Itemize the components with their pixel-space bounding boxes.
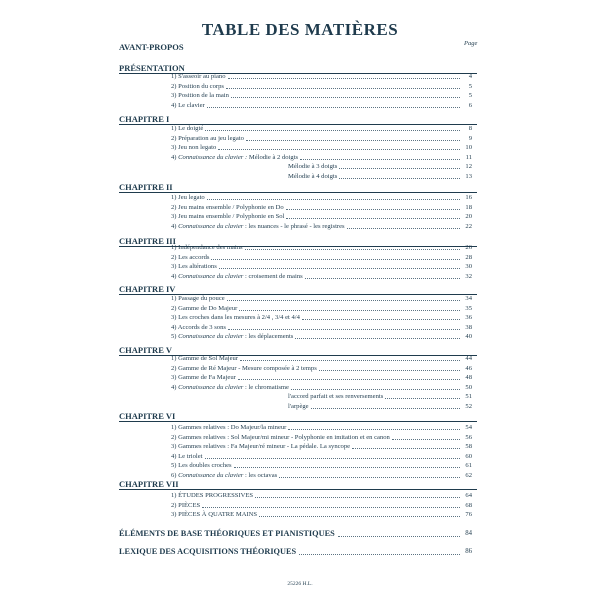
avant-propos-heading: AVANT-PROPOS (119, 42, 184, 52)
entry-page-number: 26 (465, 244, 472, 251)
entry-text (171, 262, 217, 271)
back-matter-title: LEXIQUE DES ACQUISITIONS THÉORIQUES (119, 547, 297, 556)
entry-page-number: 46 (465, 364, 472, 372)
entry-text (171, 72, 226, 81)
toc-entry (171, 423, 472, 432)
entry-page-number: 8 (468, 125, 472, 132)
leader-dots (202, 507, 460, 508)
leader-dots (288, 429, 460, 430)
toc-entry (171, 143, 472, 152)
entry-title: Gamme de Sol Majeur (178, 355, 239, 362)
entry-text (171, 193, 205, 202)
entry-page-number: 48 (465, 374, 472, 381)
entry-number: 3) (171, 443, 179, 450)
section-heading: CHAPITRE III (119, 236, 176, 246)
page-title: TABLE DES MATIÈRES (201, 20, 399, 39)
entry-page-number: 18 (465, 203, 472, 211)
leader-dots (291, 389, 460, 390)
entry-title: : les nuances - le phrasé - les registres (245, 222, 345, 230)
entry-number: 1) (171, 355, 179, 362)
entry-text (171, 433, 390, 442)
toc-entry (171, 294, 472, 303)
entry-title: Gamme de Fa Majeur (178, 374, 236, 381)
toc-entry (288, 402, 472, 411)
toc-entry (288, 172, 472, 181)
entry-page-number: 5 (468, 82, 472, 90)
toc-entry (171, 491, 472, 500)
entry-title: PIÈCES À QUATRE MAINS (178, 511, 258, 518)
toc-entry (171, 461, 472, 470)
entry-number: 3) (171, 92, 179, 99)
entry-page-number: 68 (465, 501, 472, 509)
entry-number: 1) (171, 244, 179, 251)
entry-text (288, 172, 337, 181)
entry-number: 3) (171, 314, 179, 321)
entry-text (171, 491, 253, 500)
entry-title: Position de la main (178, 92, 229, 99)
entry-number: 2) (171, 203, 179, 211)
section-rule (119, 421, 477, 422)
entry-title: Les accords (178, 253, 210, 261)
entry-number: 2) (171, 304, 179, 312)
entry-title: l'arpège (288, 402, 309, 410)
entry-number: 6) (171, 471, 179, 479)
entry-title: Gammes relatives : Sol Majeur/mi mineur - Polyphonie en imitation et en canon (178, 433, 390, 441)
leader-dots (205, 130, 460, 131)
entry-title: Indépendance des mains (178, 244, 243, 251)
entry-title: Jeu non legato (178, 144, 217, 151)
toc-entry (171, 471, 472, 480)
entry-text (171, 452, 203, 461)
entry-page-number: 28 (465, 253, 472, 261)
leader-dots (311, 408, 460, 409)
entry-page-number: 64 (465, 492, 472, 499)
toc-entry (171, 72, 472, 81)
entry-page-number: 6 (468, 101, 472, 109)
toc-entry (171, 304, 472, 313)
leader-dots (299, 554, 460, 555)
entry-number: 4) (171, 272, 179, 280)
entry-number: 1) (171, 125, 179, 132)
entry-number: 2) (171, 82, 179, 90)
entry-page-number: 5 (468, 92, 472, 99)
entry-number: 4) (171, 323, 178, 331)
entry-text (171, 313, 300, 322)
entry-title: Mélodie à 3 doigts (288, 163, 338, 170)
entry-text (171, 423, 286, 432)
toc-entry (171, 313, 472, 322)
back-matter-entry (119, 528, 472, 539)
toc-entry (171, 262, 472, 271)
entry-number: 4) (171, 153, 179, 161)
back-matter-title: ÉLÉMENTS DE BASE THÉORIQUES ET PIANISTIQUES (119, 529, 335, 538)
back-matter-entry (119, 546, 472, 557)
entry-page-number: 30 (465, 263, 472, 270)
entry-page-number: 44 (465, 355, 472, 362)
entry-number: 2) (171, 364, 179, 372)
entry-title: Préparation au jeu legato (178, 134, 244, 142)
entry-title: Gammes relatives : Do Majeur/la mineur (178, 424, 287, 431)
entry-italic-label: Connaissance du clavier (178, 471, 245, 479)
toc-entry (171, 203, 472, 212)
leader-dots (228, 329, 460, 330)
entry-title: Accords de 3 sons (177, 323, 226, 331)
section-rule (119, 489, 477, 490)
entry-text (171, 373, 236, 382)
leader-dots (211, 259, 460, 260)
section-heading: CHAPITRE II (119, 182, 173, 192)
entry-page-number: 4 (468, 73, 472, 80)
entry-text (171, 212, 284, 221)
leader-dots (347, 228, 460, 229)
section-heading: CHAPITRE IV (119, 284, 176, 294)
entry-number: 4) (171, 452, 179, 460)
entry-number: 4) (171, 383, 179, 391)
entry-page-number: 56 (465, 433, 472, 441)
entry-page-number: 52 (465, 402, 472, 410)
entry-text (171, 471, 277, 480)
leader-dots (228, 78, 461, 79)
entry-text (171, 501, 200, 510)
section-heading: CHAPITRE VII (119, 479, 179, 489)
entry-page-number: 62 (465, 471, 472, 479)
entry-title: l'accord parfait et ses renversements (288, 393, 384, 400)
leader-dots (319, 370, 460, 371)
entry-page-number: 60 (465, 452, 472, 460)
toc-entry (171, 383, 472, 392)
entry-text (171, 510, 257, 519)
toc-entry (171, 212, 472, 221)
entry-title: PIÈCES (178, 501, 201, 509)
leader-dots (227, 300, 460, 301)
leader-dots (218, 149, 460, 150)
toc-entry (171, 433, 472, 442)
leader-dots (207, 107, 460, 108)
toc-entry (171, 124, 472, 133)
entry-number: 3) (171, 213, 179, 220)
toc-entry (171, 222, 472, 231)
entry-page-number: 61 (465, 462, 472, 469)
leader-dots (234, 467, 460, 468)
entry-page-number: 58 (465, 443, 472, 450)
entry-number: 1) (171, 424, 179, 431)
leader-dots (295, 338, 460, 339)
entry-title: S'asseoir au piano (178, 73, 226, 80)
entry-text (171, 222, 345, 231)
toc-entry (171, 323, 472, 332)
entry-title: Jeu mains ensemble / Polyphonie en Sol (178, 213, 285, 220)
entry-title: Le triolet (178, 452, 203, 460)
toc-entry (288, 392, 472, 401)
entry-text (171, 461, 232, 470)
entry-title: ÉTUDES PROGRESSIVES (178, 492, 254, 499)
entry-page-number: 34 (465, 295, 472, 302)
entry-text (171, 82, 224, 91)
toc-entry (171, 373, 472, 382)
entry-text (171, 134, 244, 143)
entry-number: 3) (171, 374, 179, 381)
leader-dots (385, 398, 460, 399)
entry-number: 3) (171, 263, 179, 270)
entry-page-number: 20 (465, 213, 472, 220)
entry-number: 5) (171, 333, 179, 340)
entry-text (171, 304, 237, 313)
toc-entry (171, 101, 472, 110)
entry-number: 4) (171, 101, 179, 109)
leader-dots (286, 209, 460, 210)
entry-title: Les altérations (178, 263, 217, 270)
leader-dots (255, 497, 460, 498)
entry-page-number: 76 (465, 511, 472, 518)
leader-dots (219, 268, 460, 269)
entry-title: : le chromatisme (245, 383, 289, 391)
leader-dots (245, 249, 460, 250)
entry-page-number: 32 (465, 272, 472, 280)
entry-title: Position du corps (178, 82, 224, 90)
entry-title: : les déplacements (245, 333, 294, 340)
entry-number: 2) (171, 134, 179, 142)
leader-dots (238, 379, 460, 380)
entry-text (288, 162, 337, 171)
leader-dots (226, 88, 460, 89)
entry-title: Les doubles croches (178, 462, 232, 469)
entry-italic-label: Connaissance du clavier : (178, 153, 249, 161)
entry-title: Mélodie à 4 doigts (288, 172, 338, 180)
entry-title: Jeu legato (178, 194, 205, 201)
entry-text (171, 354, 238, 363)
entry-text (171, 332, 293, 341)
toc-entry (171, 91, 472, 100)
section-heading: PRÉSENTATION (119, 63, 185, 73)
entry-text (171, 272, 303, 281)
leader-dots (239, 310, 460, 311)
entry-text (288, 392, 383, 401)
entry-title: Le doigté (178, 125, 204, 132)
entry-page-number: 9 (468, 134, 472, 142)
footer-code: 25226 H.L. (287, 581, 313, 587)
entry-title: Passage du pouce (178, 295, 225, 302)
entry-text (171, 364, 317, 373)
leader-dots (279, 477, 460, 478)
entry-italic-label: Connaissance du clavier (178, 383, 245, 391)
leader-dots (205, 458, 460, 459)
toc-entry (171, 452, 472, 461)
toc-entry (171, 253, 472, 262)
toc-entry (171, 243, 472, 252)
entry-page-number: 12 (465, 163, 472, 170)
toc-entry (171, 364, 472, 373)
leader-dots (305, 278, 460, 279)
entry-page-number: 35 (465, 304, 472, 312)
entry-number: 5) (171, 462, 179, 469)
toc-entry (171, 134, 472, 143)
entry-title: Les croches dans les mesures à 2/4 , 3/4 et 4/4 (178, 314, 300, 321)
entry-title: : les octavas (245, 471, 278, 479)
toc-entry (171, 193, 472, 202)
entry-title: Gammes relatives : Fa Majeur/ré mineur - La pédale. La syncope (178, 443, 351, 450)
toc-entry (171, 82, 472, 91)
entry-text (171, 383, 289, 392)
entry-italic-label: Connaissance du clavier (178, 333, 245, 340)
toc-entry (171, 354, 472, 363)
section-heading: CHAPITRE VI (119, 411, 176, 421)
entry-text (171, 203, 284, 212)
entry-number: 1) (171, 492, 179, 499)
entry-number: 3) (171, 511, 179, 518)
entry-number: 2) (171, 253, 179, 261)
entry-page-number: 11 (465, 153, 472, 161)
toc-entry (171, 501, 472, 510)
entry-text (288, 402, 309, 411)
entry-text (171, 153, 298, 162)
entry-italic-label: Connaissance du clavier (178, 272, 245, 280)
entry-number: 1) (171, 73, 179, 80)
entry-text (171, 323, 226, 332)
entry-number: 3) (171, 144, 179, 151)
leader-dots (286, 218, 460, 219)
leader-dots (302, 319, 460, 320)
back-matter-page: 86 (465, 548, 472, 555)
entry-page-number: 36 (465, 314, 472, 321)
entry-title: Gamme de Ré Majeur - Mesure composée à 2 temps (178, 364, 317, 372)
entry-page-number: 13 (465, 172, 472, 180)
entry-text (171, 143, 216, 152)
entry-number: 1) (171, 295, 179, 302)
entry-text (171, 101, 205, 110)
entry-title: : croisement de mains (245, 272, 303, 280)
entry-number: 2) (171, 501, 179, 509)
entry-text (171, 253, 209, 262)
leader-dots (338, 536, 460, 537)
leader-dots (300, 159, 460, 160)
toc-entry (171, 332, 472, 341)
toc-entry (171, 153, 472, 162)
entry-page-number: 22 (465, 222, 472, 230)
entry-italic-label: Connaissance du clavier (178, 222, 245, 230)
section-heading: CHAPITRE V (119, 345, 172, 355)
page-column-label: Page (464, 40, 478, 47)
toc-entry (288, 162, 472, 171)
leader-dots (240, 360, 460, 361)
toc-entry (171, 442, 472, 451)
leader-dots (246, 140, 460, 141)
toc-entry (171, 272, 472, 281)
entry-text (171, 442, 350, 451)
leader-dots (352, 448, 460, 449)
entry-page-number: 38 (465, 323, 472, 331)
entry-number: 4) (171, 222, 179, 230)
entry-title: Mélodie à 2 doigts (248, 153, 299, 161)
leader-dots (392, 439, 460, 440)
leader-dots (231, 97, 460, 98)
entry-title: Gamme de Do Majeur (178, 304, 238, 312)
entry-page-number: 54 (465, 424, 472, 431)
entry-title: Le clavier (178, 101, 205, 109)
entry-page-number: 16 (465, 194, 472, 201)
leader-dots (259, 516, 460, 517)
entry-title: Jeu mains ensemble / Polyphonie en Do (178, 203, 284, 211)
section-heading: CHAPITRE I (119, 114, 170, 124)
entry-number: 1) (171, 194, 179, 201)
entry-page-number: 51 (465, 393, 472, 400)
leader-dots (207, 199, 460, 200)
entry-page-number: 40 (465, 333, 472, 340)
entry-text (171, 124, 203, 133)
leader-dots (339, 178, 460, 179)
entry-page-number: 10 (465, 144, 472, 151)
entry-number: 2) (171, 433, 179, 441)
entry-text (171, 91, 229, 100)
entry-text (171, 294, 225, 303)
entry-text (171, 243, 243, 252)
back-matter-page: 84 (465, 530, 472, 537)
leader-dots (339, 168, 460, 169)
toc-entry (171, 510, 472, 519)
entry-page-number: 50 (465, 383, 472, 391)
